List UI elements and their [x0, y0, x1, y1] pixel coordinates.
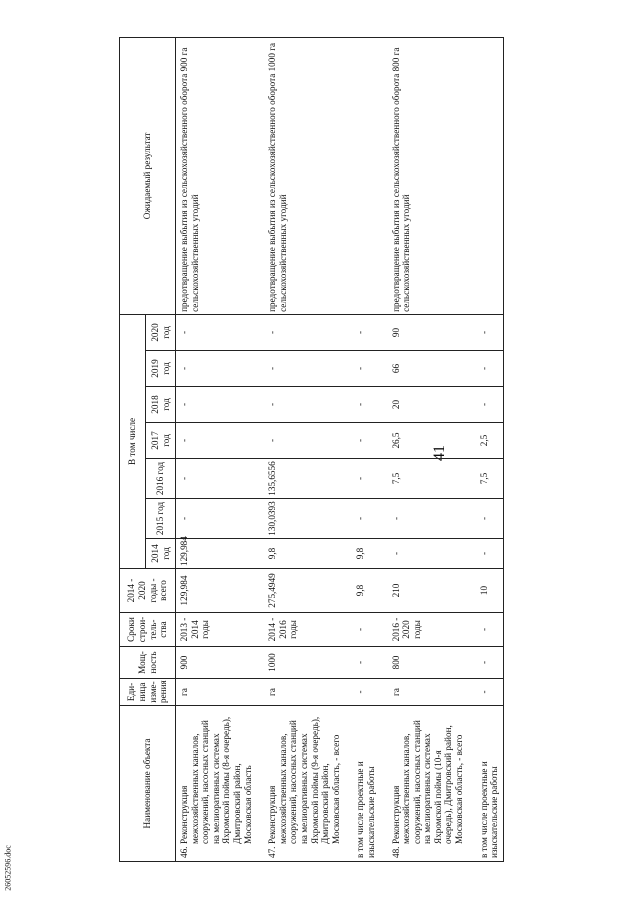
year-cell: -	[264, 423, 344, 459]
capacity-cell: 800	[388, 647, 468, 679]
year-cell: -	[176, 351, 257, 387]
row-number: 46.	[179, 846, 189, 858]
year-cell: -	[176, 459, 257, 499]
header-year: 2018 год	[146, 387, 176, 423]
result-cell: предотвращение выбытия из сельскохозяйственного оборота 800 га сельскохозяйственных угодий	[388, 37, 468, 314]
table-row	[476, 37, 504, 861]
header-result: Ожидаемый результат	[120, 37, 176, 314]
year-cell: 135,6556	[264, 459, 344, 499]
document-code: 26052596.doc	[3, 845, 13, 891]
result-cell: предотвращение выбытия из сельскохозяйственного оборота 900 га сельскохозяйственных угодий	[176, 37, 257, 314]
object-name: Реконструкция межхозяйственных каналов, сооружений, насосных станций на мелиоративных системах Яхромской поймы (8-я очередь), Дмитровский район, Московская область	[179, 716, 253, 844]
year-cell: -	[352, 459, 379, 499]
total-cell: 10	[476, 569, 504, 613]
page-number: 41	[431, 445, 448, 461]
year-cell: -	[176, 499, 257, 539]
unit-cell: -	[476, 679, 504, 706]
object-name: в том числе проектные и изыскательские работы	[478, 761, 500, 858]
year-cell: -	[476, 351, 504, 387]
total-cell: 129,984	[176, 569, 257, 613]
year-cell: 66	[388, 351, 468, 387]
header-total: 2014 - 2020 годы - всего	[120, 569, 176, 613]
year-cell: -	[264, 351, 344, 387]
year-cell: 9,8	[264, 539, 344, 569]
object-name-cell	[476, 706, 504, 862]
year-cell: -	[352, 499, 379, 539]
header-year: 2019 год	[146, 351, 176, 387]
header-year: 2016 год	[146, 459, 176, 499]
object-name-cell	[388, 706, 468, 862]
object-name: в том числе проектные и изыскательские работы	[355, 761, 376, 858]
year-cell: -	[176, 314, 257, 350]
unit-cell: га	[264, 679, 344, 706]
unit-cell: -	[352, 679, 379, 706]
term-cell: 2016 - 2020 годы	[388, 613, 468, 647]
table-row	[176, 37, 257, 861]
year-cell: -	[352, 314, 379, 350]
table-row	[388, 37, 468, 861]
year-cell: -	[352, 387, 379, 423]
year-cell: -	[388, 539, 468, 569]
unit-cell: га	[176, 679, 257, 706]
total-cell: 210	[388, 569, 468, 613]
capacity-cell: -	[352, 647, 379, 679]
unit-cell: га	[388, 679, 468, 706]
row-number: 47.	[267, 846, 278, 858]
term-cell: -	[352, 613, 379, 647]
term-cell: 2014 - 2016 годы	[264, 613, 344, 647]
header-name: Наименование объекта	[120, 706, 176, 862]
header-year: 2015 год	[146, 499, 176, 539]
year-cell: 90	[388, 314, 468, 350]
year-cell: 7,5	[388, 459, 468, 499]
year-cell: 2,5	[476, 423, 504, 459]
object-name-cell	[176, 706, 257, 862]
object-name: Реконструкция межхозяйственных каналов, сооружений, насосных станций на мелиоративных системах Яхромской поймы (10-я очередь), Дмитровский район, Московская область, - всего	[390, 720, 465, 844]
header-unit: Еди-ница изме-рения	[120, 679, 176, 706]
capacity-cell: 1000	[264, 647, 344, 679]
year-cell: -	[352, 423, 379, 459]
year-cell: -	[476, 499, 504, 539]
year-cell: -	[388, 499, 468, 539]
header-including: В том числе	[120, 314, 146, 568]
table-row	[264, 37, 344, 861]
year-cell: 9,8	[352, 539, 379, 569]
year-cell: -	[264, 387, 344, 423]
result-cell: предотвращение выбытия из сельскохозяйственного оборота 1000 га сельскохозяйственных угодий	[264, 37, 344, 314]
result-cell	[476, 37, 504, 314]
year-cell: -	[264, 314, 344, 350]
row-number: 48.	[390, 846, 401, 858]
header-year: 2017 год	[146, 423, 176, 459]
table-row	[352, 37, 379, 861]
year-cell: -	[476, 314, 504, 350]
year-cell: 26,5	[388, 423, 468, 459]
capacity-cell: -	[476, 647, 504, 679]
header-year: 2014 год	[146, 539, 176, 569]
year-cell: 129,984	[176, 539, 257, 569]
year-cell: 20	[388, 387, 468, 423]
capacity-cell: 900	[176, 647, 257, 679]
header-year: 2020 год	[146, 314, 176, 350]
term-cell: 2013 - 2014 годы	[176, 613, 257, 647]
year-cell: -	[176, 423, 257, 459]
object-name: Реконструкция межхозяйственных каналов, сооружений, насосных станций на мелиоративных системах Яхромской поймы (9-я очередь), Дмитровский район, Московская область, - всего	[267, 716, 341, 844]
year-cell: -	[476, 539, 504, 569]
rotated-table-container	[119, 38, 617, 862]
year-cell: -	[176, 387, 257, 423]
header-capacity: Мощ-ность	[120, 647, 176, 679]
year-cell: 130,0393	[264, 499, 344, 539]
year-cell: -	[476, 387, 504, 423]
object-name-cell	[264, 706, 344, 862]
term-cell: -	[476, 613, 504, 647]
object-name-cell	[352, 706, 379, 862]
total-cell: 275,4949	[264, 569, 344, 613]
year-cell: 7,5	[476, 459, 504, 499]
year-cell: -	[352, 351, 379, 387]
result-cell	[352, 37, 379, 314]
investment-table	[119, 37, 504, 862]
total-cell: 9,8	[352, 569, 379, 613]
header-term: Сроки строи-тель-ства	[120, 613, 176, 647]
